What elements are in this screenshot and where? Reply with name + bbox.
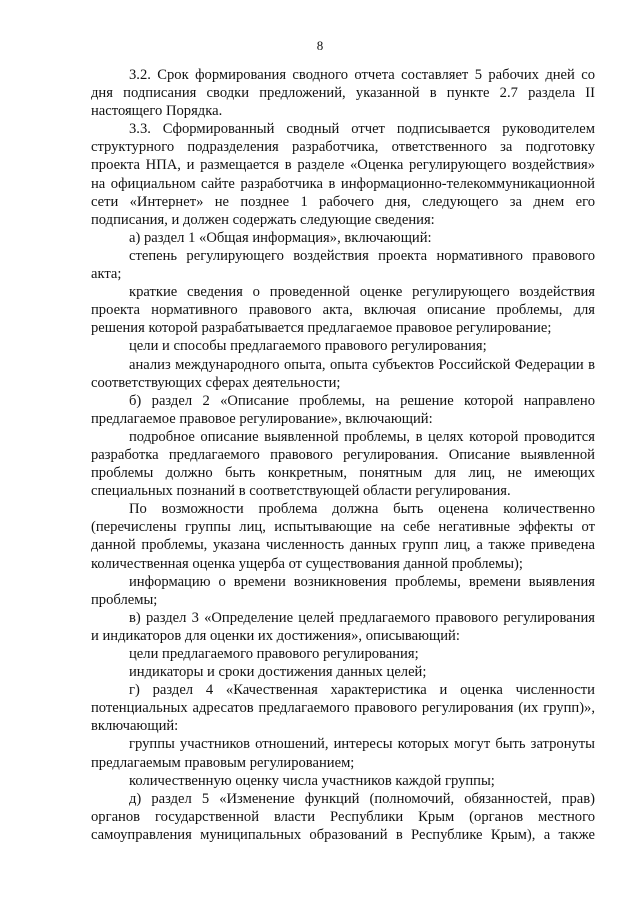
paragraph-participant-groups: группы участников отношений, интересы которых могут быть затронуты предлагаемым правовым регулированием; xyxy=(91,736,595,771)
paragraph-problem-description: подробное описание выявленной проблемы, в целях которой проводится разработка предлагаемого правового регулирования. Описание выявленной проблемы должно быть конкретным, понятным для лиц, не имеющих специальных познаний в соответствующей области регулирования. xyxy=(91,428,595,500)
paragraph-section-1: а) раздел 1 «Общая информация», включающий: xyxy=(129,229,432,246)
paragraph-regulation-goals: цели предлагаемого правового регулирования; xyxy=(129,646,419,662)
paragraph-3-3: 3.3. Сформированный сводный отчет подписывается руководителем структурного подразделения разработчика, ответственного за подготовку проекта НПА, и размещается в разделе «Оценка регулирующего воздействия» на официальном сайте разработчика в информационно-телекоммуникационной сети «Интернет» не позднее 1 рабочего дня, следующего за днем его подписания, и должен содержать следующие сведения: xyxy=(91,121,595,228)
paragraph-brief-info: краткие сведения о проведенной оценке регулирующего воздействия проекта нормативного правового акта, включая описание проблемы, для решения которой разрабатывается предлагаемое правовое регулирование; xyxy=(91,284,595,337)
paragraph-participant-count: количественную оценку числа участников каждой группы; xyxy=(129,772,495,789)
paragraph-indicators: индикаторы и сроки достижения данных целей; xyxy=(129,664,427,681)
paragraph-section-4: г) раздел 4 «Качественная характеристика и оценка численности потенциальных адресатов предлагаемого правового регулирования (их групп)», включающий: xyxy=(91,682,595,735)
paragraph-section-2: б) раздел 2 «Описание проблемы, на решение которой направлено предлагаемое правовое регулирование», включающий: xyxy=(91,392,595,427)
paragraph-goals-methods: цели и способы предлагаемого правового регулирования; xyxy=(129,338,487,355)
paragraph-section-3: в) раздел 3 «Определение целей предлагаемого правового регулирования и индикаторов для оценки их достижения», описывающий: xyxy=(91,609,595,644)
paragraph-3-2: 3.2. Срок формирования сводного отчета составляет 5 рабочих дней со дня подписания сводки предложений, указанной в пункте 2.7 раздела II настоящего Порядка. xyxy=(91,67,595,120)
paragraph-international-experience: анализ международного опыта, опыта субъектов Российской Федерации в соответствующих сферах деятельности; xyxy=(91,356,595,391)
page-number: 8 xyxy=(316,38,324,53)
paragraph-section-5: д) раздел 5 «Изменение функций (полномочий, обязанностей, прав) органов государственной власти Республики Крым (органов местного самоуправления муниципальных образований в Республике Крым), а также xyxy=(91,790,595,843)
paragraph-regulatory-degree: степень регулирующего воздействия проекта нормативного правового акта; xyxy=(91,247,595,283)
paragraph-problem-timing: информацию о времени возникновения проблемы, времени выявления проблемы; xyxy=(91,573,595,608)
document-body xyxy=(91,66,595,844)
paragraph-quantitative-assessment: По возможности проблема должна быть оценена количественно (перечислены группы лиц, испытывающие на себе негативные эффекты от данной проблемы, указана численность данных групп лиц, а также приведена количественная оценка ущерба от существования данной проблемы); xyxy=(91,501,595,572)
